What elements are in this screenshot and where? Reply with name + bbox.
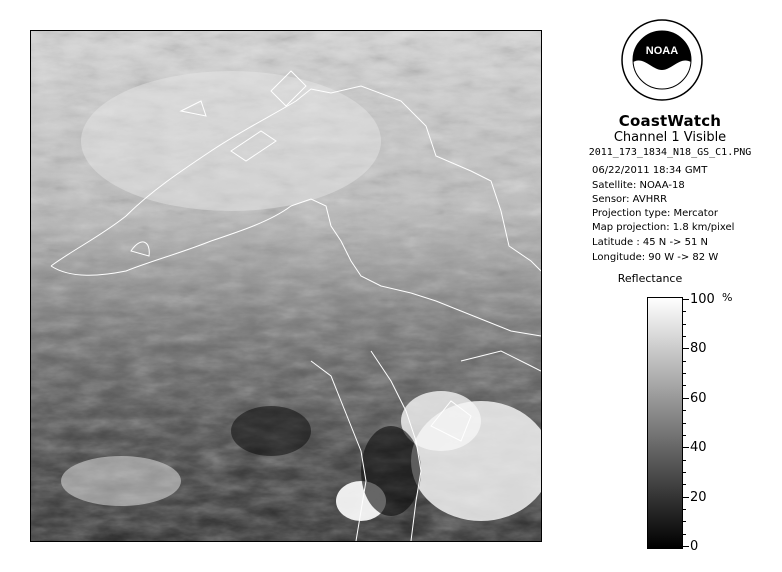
legend-minor-tick [683, 385, 686, 386]
legend-minor-tick [683, 460, 686, 461]
legend-minor-tick [683, 311, 686, 312]
latitude-label: Latitude : 45 N -> 51 N [592, 237, 708, 248]
product-title: CoastWatch [618, 112, 722, 130]
satellite-label: Satellite: NOAA-18 [592, 180, 685, 191]
legend-minor-tick [683, 324, 686, 325]
noaa-logo-graphic [620, 18, 704, 102]
filename-label: 2011_173_1834_N18_GS_C1.PNG [588, 147, 752, 158]
legend-minor-tick [683, 534, 686, 535]
legend-minor-tick [683, 521, 686, 522]
satellite-image [31, 31, 541, 541]
bright-cloud [61, 456, 181, 506]
dark-area [361, 426, 421, 516]
legend-tick-label: 60 [690, 390, 707, 406]
legend-title: Reflectance [617, 272, 683, 285]
legend-tick-mark [683, 546, 689, 547]
legend-tick-mark [683, 497, 689, 498]
reflectance-color-ramp [647, 297, 683, 549]
sensor-label: Sensor: AVHRR [592, 194, 668, 205]
legend-minor-tick [683, 472, 686, 473]
noaa-logo-text: NOAA [645, 45, 679, 57]
legend-tick-mark [683, 447, 689, 448]
legend-minor-tick [683, 484, 686, 485]
legend-tick-mark [683, 348, 689, 349]
legend-minor-tick [683, 423, 686, 424]
map-projection-label: Map projection: 1.8 km/pixel [592, 222, 735, 233]
legend-tick-mark [683, 398, 689, 399]
channel-label: Channel 1 Visible [613, 130, 727, 145]
legend-minor-tick [683, 361, 686, 362]
noaa-logo [620, 18, 704, 102]
legend-minor-tick [683, 336, 686, 337]
datetime-label: 06/22/2011 18:34 GMT [592, 165, 708, 176]
legend-unit: % [722, 291, 733, 304]
satellite-map [30, 30, 542, 542]
longitude-label: Longitude: 90 W -> 82 W [592, 252, 719, 263]
legend-tick-label: 0 [690, 539, 699, 554]
legend-minor-tick [683, 410, 686, 411]
projection-type-label: Projection type: Mercator [592, 208, 718, 219]
legend-tick-label: 20 [690, 489, 707, 505]
legend-tick-label: 100 [690, 292, 715, 307]
legend-tick-label: 80 [690, 341, 707, 357]
legend-minor-tick [683, 435, 686, 436]
dark-area [231, 406, 311, 456]
legend-minor-tick [683, 509, 686, 510]
legend-tick-label: 40 [690, 440, 707, 456]
legend-minor-tick [683, 373, 686, 374]
legend-tick-mark [683, 299, 689, 300]
